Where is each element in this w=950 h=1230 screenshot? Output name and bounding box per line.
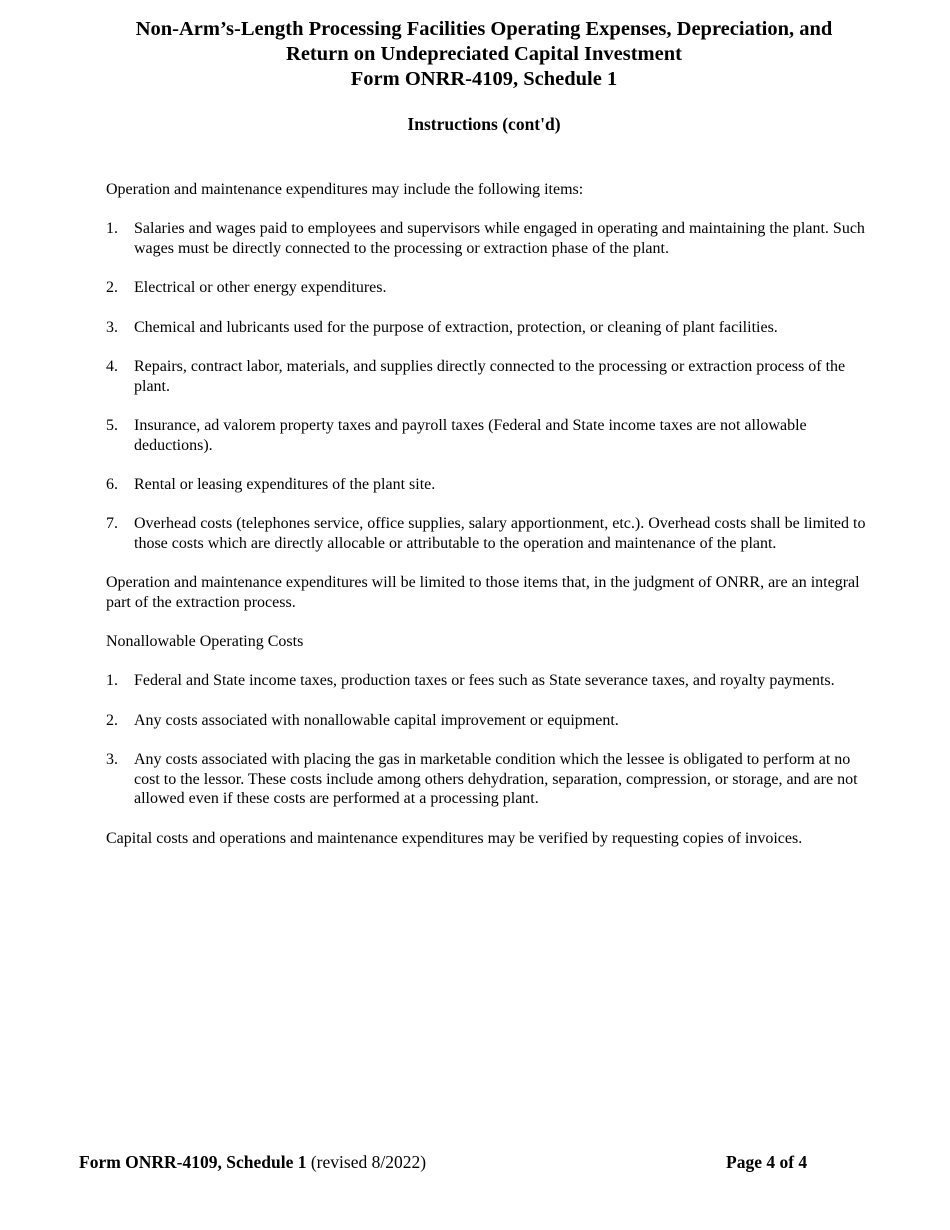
list-item-text: Any costs associated with placing the gas in marketable condition which the lessee is obligated to perform at no cost to the lessor. These costs include among others dehydration, separation, compression, or storage, and are not allowed even if these costs are performed at a processing plant. [134,751,858,808]
title-line-1: Non-Arm’s-Length Processing Facilities Operating Expenses, Depreciation, and [135,18,833,40]
list-item-number: 6. [106,475,118,493]
list-item-text: Repairs, contract labor, materials, and supplies directly connected to the processing or extraction process of the plant. [134,357,846,395]
list-item-number: 4. [106,357,118,375]
list-item-text: Chemical and lubricants used for the purpose of extraction, protection, or cleaning of plant facilities. [134,318,778,336]
list-item [106,357,874,396]
list-item-number: 7. [106,515,118,533]
list-item [106,278,874,298]
list-item-text: Overhead costs (telephones service, office supplies, salary apportionment, etc.). Overhead costs shall be limited to those costs which are directly allocable or attributable to the operation and maintenance of the plant. [134,515,866,552]
operation-closing: Operation and maintenance expenditures will be limited to those items that, in the judgment of ONRR, are an integral part of the extraction process. [106,574,860,611]
list-item-text: Salaries and wages paid to employees and supervisors while engaged in operating and maintaining the plant. Such wages must be directly connected to the processing or extraction phase of the plant. [134,220,865,257]
list-item [106,219,874,258]
list-item [106,711,874,731]
document-header [0,17,950,92]
list-item [106,416,874,455]
list-item [106,750,874,809]
page-number: Page 4 of 4 [726,1152,808,1172]
list-item-text: Insurance, ad valorem property taxes and payroll taxes (Federal and State income taxes are not allowable deductions). [134,416,807,454]
list-item-number: 3. [106,751,118,769]
operation-intro: Operation and maintenance expenditures may include the following items: [106,181,584,198]
list-item [106,514,874,553]
list-item-number: 5. [106,416,118,434]
footer-revision: (revised 8/2022) [310,1152,427,1172]
instructions-subtitle: Instructions (cont'd) [407,114,561,134]
footer-form-name: Form ONRR-4109, Schedule 1 [79,1152,307,1172]
form-title: Form ONRR-4109, Schedule 1 [350,68,618,90]
page-footer [79,1151,426,1173]
list-item-number: 2. [106,279,118,297]
list-item-text: Any costs associated with nonallowable capital improvement or equipment. [134,711,619,729]
document-body [106,180,874,868]
list-item-text: Federal and State income taxes, production taxes or fees such as State severance taxes, and royalty payments. [134,672,835,690]
list-item-number: 1. [106,672,118,690]
list-item [106,318,874,338]
list-item-number: 1. [106,220,118,238]
list-item [106,671,874,691]
list-item-text: Rental or leasing expenditures of the plant site. [134,475,436,493]
list-item-number: 3. [106,318,118,336]
title-line-2: Return on Undepreciated Capital Investment [286,43,682,65]
nonallowable-heading: Nonallowable Operating Costs [106,633,304,651]
list-item-number: 2. [106,711,118,729]
list-item [106,475,874,495]
verification-note: Capital costs and operations and maintenance expenditures may be verified by requesting copies of invoices. [106,829,803,847]
list-item-text: Electrical or other energy expenditures. [134,279,387,297]
